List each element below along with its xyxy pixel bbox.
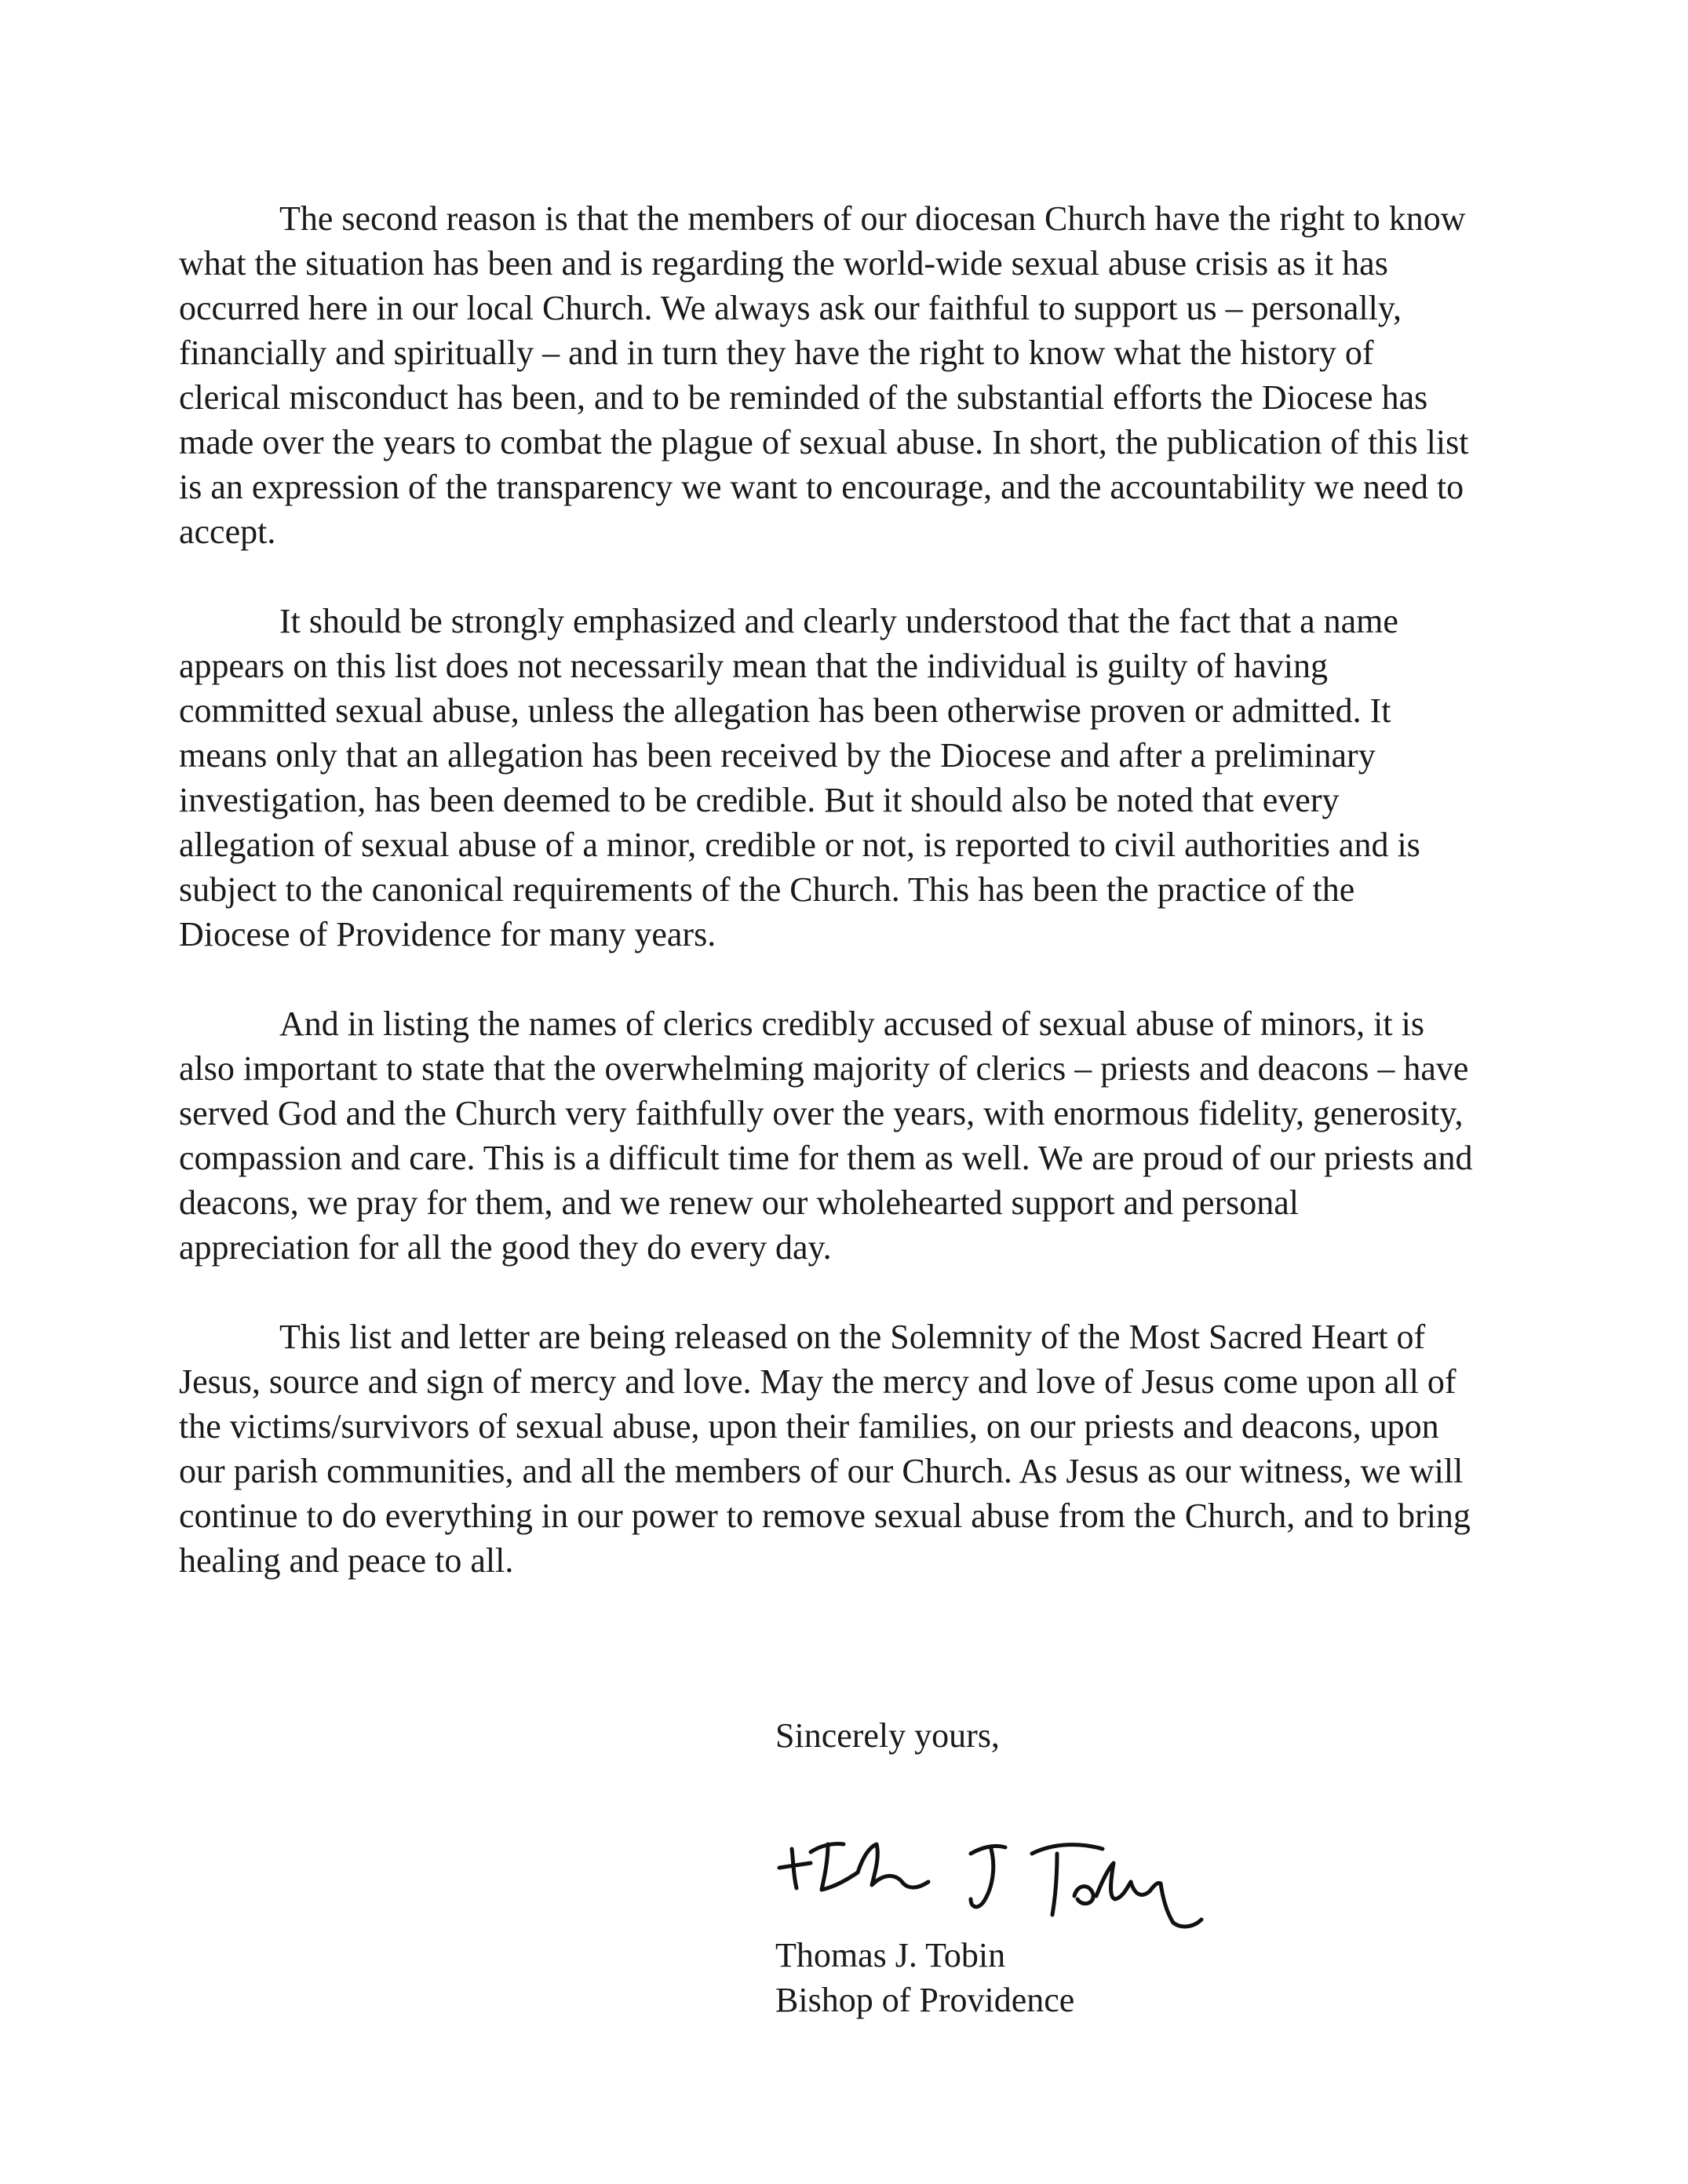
paragraph-clerics: And in listing the names of clerics credibly accused of sexual abuse of minors, it is also important to state that the overwhelming majority of clerics – priests and deacons – have served God and the Church very faithfully over the years, with enormous fidelity, generosity, compassion and care. This is a difficult time for them as well. We are proud of our priests and deacons, we pray for them, and we renew our wholehearted support and personal appreciation for all the good they do every day. xyxy=(179,1004,1473,1267)
paragraph-second-reason: The second reason is that the members of our diocesan Church have the right to know what the situation has been and is regarding the world-wide sexual abuse crisis as it has occurred here in our local Church. We always ask our faithful to support us – personally, financially and spiritually – and in turn they have the right to know what the history of clerical misconduct has been, and to be reminded of the substantial efforts the Diocese has made over the years to combat the plague of sexual abuse. In short, the publication of this list is an expression of the transparency we want to encourage, and the accountability we need to accept. xyxy=(179,199,1469,551)
paragraph-emphasis: It should be strongly emphasized and clearly understood that the fact that a name appears on this list does not necessarily mean that the individual is guilty of having committed sexual abuse, unless the allegation has been otherwise proven or admitted. It means only that an allegation has been received by the Diocese and after a preliminary investigation, has been deemed to be credible. But it should also be noted that every allegation of sexual abuse of a minor, credible or not, is reported to civil authorities and is subject to the canonical requirements of the Church. This has been the practice of the Diocese of Providence for many years. xyxy=(179,602,1420,953)
signer-title: Bishop of Providence xyxy=(775,1981,1075,2019)
letter-body xyxy=(179,196,1474,1628)
handwritten-signature xyxy=(765,1797,1220,1938)
signer-name: Thomas J. Tobin xyxy=(775,1936,1006,1974)
closing-salutation: Sincerely yours, xyxy=(775,1716,1000,1755)
paragraph-release: This list and letter are being released on the Solemnity of the Most Sacred Heart of Jesus, source and sign of mercy and love. May the mercy and love of Jesus come upon all of the victims/survivors of sexual abuse, upon their families, on our priests and deacons, upon our parish communities, and all the members of our Church. As Jesus as our witness, we will continue to do everything in our power to remove sexual abuse from the Church, and to bring healing and peace to all. xyxy=(179,1318,1471,1580)
